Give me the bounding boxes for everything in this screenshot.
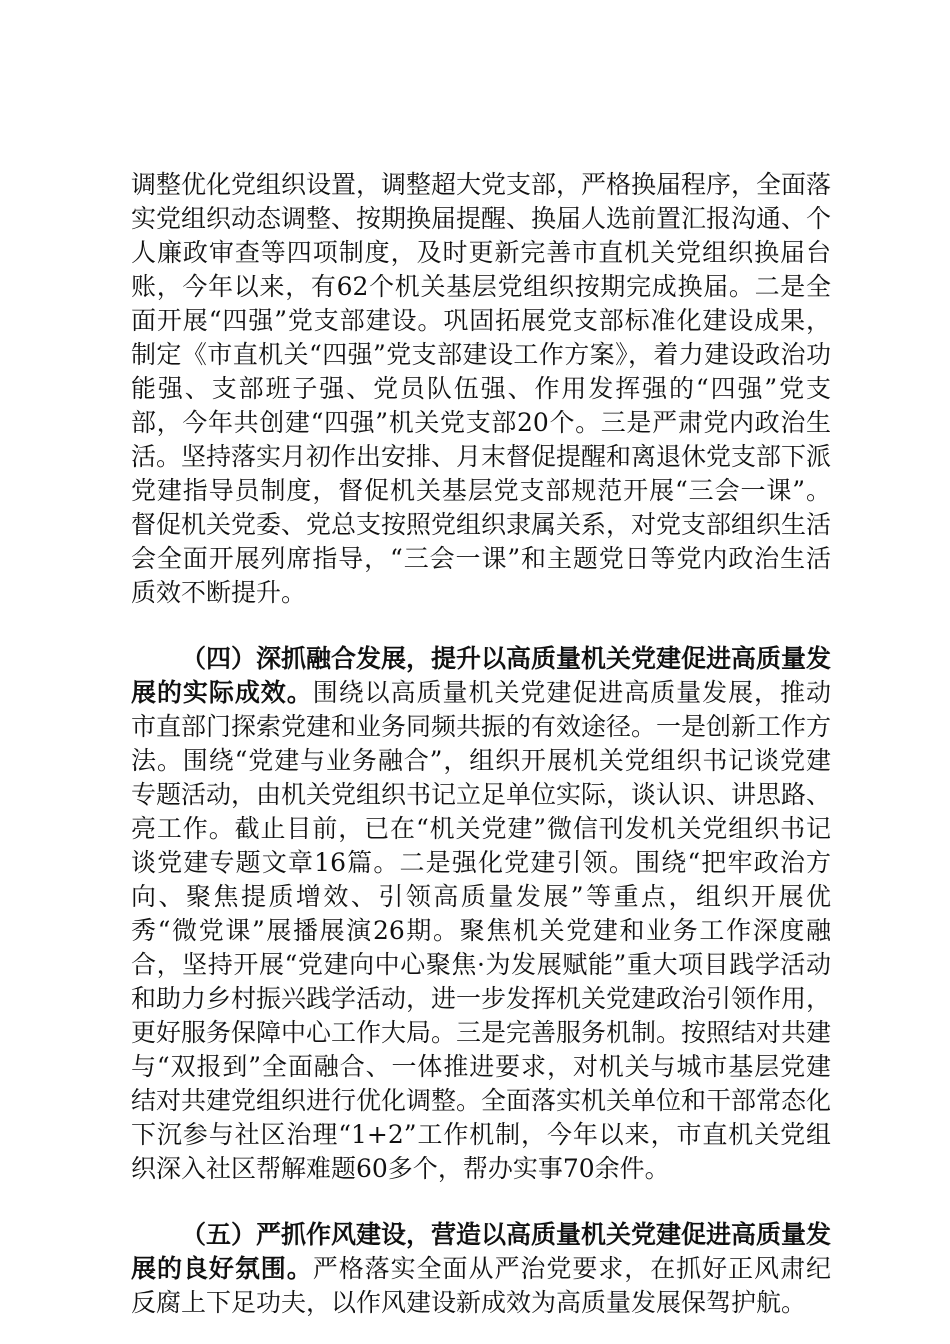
paragraph-1: [131, 168, 831, 610]
document-body: [131, 168, 831, 1320]
paragraph-3-heading: （五）严抓作风建设，营造以高质量机关党建促进高质量发展的良好氛围。: [131, 1220, 832, 1283]
paragraph-3: [131, 1218, 831, 1320]
paragraph-2: [131, 642, 831, 1186]
paragraph-2-text: 围绕以高质量机关党建促进高质量发展，推动市直部门探索党建和业务同频共振的有效途径。一是创新工作方法。围绕“党建与业务融合”，组织开展机关党组织书记谈党建专题活动，由机关党组织书记立足单位实际，谈认识、讲思路、亮工作。截止目前，已在“机关党建”微信刊发机关党组织书记谈党建专题文章16篇。二是强化党建引领。围绕“把牢政治方向、聚焦提质增效、引领高质量发展”等重点，组织开展优秀“微党课”展播展演26期。聚焦机关党建和业务工作深度融合，坚持开展“党建向中心聚焦·为发展赋能”重大项目践学活动和助力乡村振兴践学活动，进一步发挥机关党建政治引领作用，更好服务保障中心工作大局。三是完善服务机制。按照结对共建与“双报到”全面融合、一体推进要求，对机关与城市基层党建结对共建党组织进行优化调整。全面落实机关单位和干部常态化下沉参与社区治理“1+2”工作机制，今年以来，市直机关党组织深入社区帮解难题60多个，帮办实事70余件。: [131, 678, 832, 1183]
paragraph-2-heading: （四）深抓融合发展，提升以高质量机关党建促进高质量发展的实际成效。: [131, 644, 832, 707]
paragraph-1-text: 调整优化党组织设置，调整超大党支部，严格换届程序，全面落实党组织动态调整、按期换届提醒、换届人选前置汇报沟通、个人廉政审查等四项制度，及时更新完善市直机关党组织换届台账，今年以来，有62个机关基层党组织按期完成换届。二是全面开展“四强”党支部建设。巩固拓展党支部标准化建设成果，制定《市直机关“四强”党支部建设工作方案》，着力建设政治功能强、支部班子强、党员队伍强、作用发挥强的“四强”党支部，今年共创建“四强”机关党支部20个。三是严肃党内政治生活。坚持落实月初作出安排、月末督促提醒和离退休党支部下派党建指导员制度，督促机关基层党支部规范开展“三会一课”。督促机关党委、党总支按照党组织隶属关系，对党支部组织生活会全面开展列席指导，“三会一课”和主题党日等党内政治生活质效不断提升。: [131, 170, 832, 607]
paragraph-3-text: 严格落实全面从严治党要求，在抓好正风肃纪反腐上下足功夫，以作风建设新成效为高质量发展保驾护航。: [131, 1254, 831, 1317]
